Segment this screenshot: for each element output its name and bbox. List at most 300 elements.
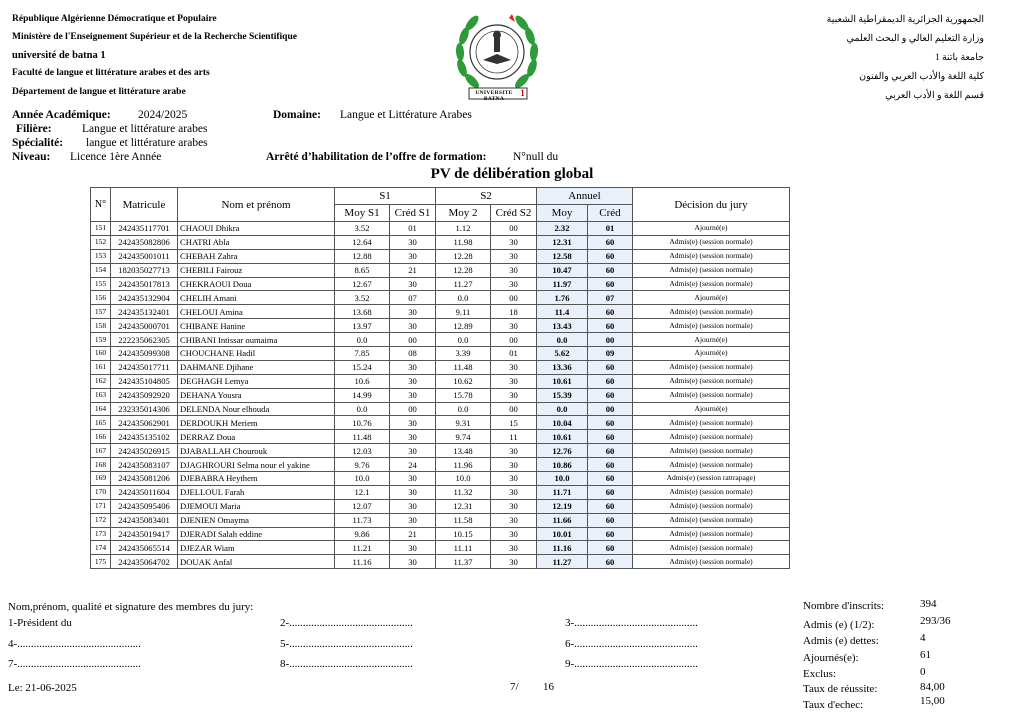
table-row: [91, 555, 790, 569]
cell-cred-s2: 18: [491, 305, 537, 319]
cell-matricule: 242435011604: [111, 485, 178, 499]
cell-nom: CHATRI Abla: [178, 235, 335, 249]
cell-nom: CHEKRAOUI Doua: [178, 277, 335, 291]
niveau-label: Niveau:: [12, 151, 51, 163]
cell-cred-s2: 00: [491, 402, 537, 416]
cell-matricule: 242435017711: [111, 360, 178, 374]
footer-page: 7/: [510, 681, 519, 693]
cell-num: 166: [91, 430, 111, 444]
table-row: [91, 430, 790, 444]
cell-decision: Admis(e) (session normale): [633, 513, 790, 527]
cell-cred-s2: 30: [491, 485, 537, 499]
cell-moy: 10.61: [537, 374, 588, 388]
cell-nom: DEGHAGH Lemya: [178, 374, 335, 388]
header-right-faculty: كلية اللغة والأدب العربي والفنون: [859, 72, 984, 82]
cell-moy-s1: 11.21: [335, 541, 390, 555]
jury-member-6: 6-.............................................: [565, 638, 698, 650]
cell-cred-s1: 30: [390, 541, 436, 555]
cell-moy-s1: 14.99: [335, 388, 390, 402]
cell-cred-s1: 24: [390, 458, 436, 472]
seal-caption: UNIVERSITE BATNA: [475, 90, 513, 102]
cell-cred: 60: [588, 472, 633, 486]
cell-moy-s2: 11.96: [436, 458, 491, 472]
cell-nom: CHEBAH Zahra: [178, 249, 335, 263]
cell-moy-s2: 11.58: [436, 513, 491, 527]
jury-member-4: 4-.............................................: [8, 638, 141, 650]
cell-moy: 0.0: [537, 402, 588, 416]
header-cred-s1: Créd S1: [390, 205, 436, 222]
cell-decision: Admis(e) (session normale): [633, 458, 790, 472]
cell-decision: Ajourné(e): [633, 222, 790, 236]
cell-cred-s1: 30: [390, 249, 436, 263]
header-moy-s1: Moy S1: [335, 205, 390, 222]
cell-moy-s2: 13.48: [436, 444, 491, 458]
table-row: [91, 277, 790, 291]
cell-moy: 13.36: [537, 360, 588, 374]
cell-moy-s1: 13.97: [335, 319, 390, 333]
cell-decision: Ajourné(e): [633, 333, 790, 347]
cell-cred-s1: 30: [390, 472, 436, 486]
cell-decision: Admis(e) (session normale): [633, 444, 790, 458]
cell-num: 162: [91, 374, 111, 388]
cell-matricule: 242435083401: [111, 513, 178, 527]
cell-moy-s2: 12.89: [436, 319, 491, 333]
cell-decision: Admis(e) (session normale): [633, 555, 790, 569]
header-cred: Créd: [588, 205, 633, 222]
cell-cred: 00: [588, 333, 633, 347]
cell-cred: 60: [588, 458, 633, 472]
cell-num: 161: [91, 360, 111, 374]
jury-member-9: 9-.............................................: [565, 658, 698, 670]
cell-moy: 11.27: [537, 555, 588, 569]
cell-matricule: 242435132904: [111, 291, 178, 305]
cell-nom: DJELLOUL Farah: [178, 485, 335, 499]
university-seal-icon: [452, 6, 542, 102]
cell-moy-s1: 10.76: [335, 416, 390, 430]
cell-nom: DEHANA Yousra: [178, 388, 335, 402]
cell-cred-s2: 30: [491, 249, 537, 263]
cell-nom: DAHMANE Djihane: [178, 360, 335, 374]
cell-cred-s2: 30: [491, 444, 537, 458]
cell-nom: CHIBANE Hanine: [178, 319, 335, 333]
table-row: [91, 513, 790, 527]
cell-cred-s2: 30: [491, 374, 537, 388]
header-decision: Décision du jury: [633, 188, 790, 222]
cell-num: 173: [91, 527, 111, 541]
cell-cred-s2: 30: [491, 458, 537, 472]
cell-moy-s1: 12.1: [335, 485, 390, 499]
table-row: [91, 235, 790, 249]
cell-moy: 10.04: [537, 416, 588, 430]
cell-moy: 10.61: [537, 430, 588, 444]
cell-num: 167: [91, 444, 111, 458]
cell-matricule: 242435117701: [111, 222, 178, 236]
cell-moy-s1: 13.68: [335, 305, 390, 319]
jury-title: Nom,prénom, qualité et signature des membres du jury:: [8, 601, 254, 613]
annee-value: 2024/2025: [138, 109, 188, 121]
stat-label-admis: Admis (e) (1/2):: [803, 619, 875, 631]
cell-moy-s1: 11.73: [335, 513, 390, 527]
cell-moy-s2: 9.11: [436, 305, 491, 319]
cell-moy-s1: 12.88: [335, 249, 390, 263]
cell-cred-s2: 15: [491, 416, 537, 430]
cell-moy-s2: 11.48: [436, 360, 491, 374]
cell-num: 175: [91, 555, 111, 569]
cell-cred: 60: [588, 416, 633, 430]
annee-label: Année Académique:: [12, 109, 111, 121]
cell-decision: Admis(e) (session normale): [633, 527, 790, 541]
header-right-department: قسم اللغة و الأدب العربي: [885, 91, 984, 101]
cell-moy-s2: 0.0: [436, 333, 491, 347]
stat-value-reussite: 84,00: [920, 681, 945, 693]
cell-cred-s2: 00: [491, 333, 537, 347]
cell-cred: 01: [588, 222, 633, 236]
table-row: [91, 374, 790, 388]
cell-matricule: 242435026915: [111, 444, 178, 458]
cell-cred-s1: 08: [390, 347, 436, 361]
cell-nom: DJAGHROURI Selma nour el yakine: [178, 458, 335, 472]
cell-moy-s1: 15.24: [335, 360, 390, 374]
jury-member-3: 3-.............................................: [565, 617, 698, 629]
cell-moy: 2.32: [537, 222, 588, 236]
cell-nom: DJERADI Salah eddine: [178, 527, 335, 541]
table-row: [91, 485, 790, 499]
cell-cred-s2: 30: [491, 513, 537, 527]
cell-num: 169: [91, 472, 111, 486]
cell-decision: Admis(e) (session normale): [633, 499, 790, 513]
cell-nom: DERDOUKH Meriem: [178, 416, 335, 430]
cell-cred-s1: 30: [390, 305, 436, 319]
stat-value-ajournes: 61: [920, 649, 931, 661]
cell-decision: Admis(e) (session normale): [633, 277, 790, 291]
cell-decision: Admis(e) (session normale): [633, 263, 790, 277]
cell-cred-s2: 11: [491, 430, 537, 444]
table-row: [91, 458, 790, 472]
table-row: [91, 388, 790, 402]
cell-cred: 60: [588, 444, 633, 458]
cell-cred-s2: 30: [491, 555, 537, 569]
cell-matricule: 242435081206: [111, 472, 178, 486]
cell-moy: 11.97: [537, 277, 588, 291]
header-moy-s2: Moy 2: [436, 205, 491, 222]
header-right-ministry: وزارة التعليم العالي و البحث العلمي: [846, 34, 984, 44]
cell-cred-s2: 30: [491, 277, 537, 291]
cell-nom: DJEMOUI Maria: [178, 499, 335, 513]
cell-decision: Admis(e) (session normale): [633, 319, 790, 333]
cell-moy-s2: 9.74: [436, 430, 491, 444]
jury-member-2: 2-.............................................: [280, 617, 413, 629]
cell-moy-s2: 12.28: [436, 263, 491, 277]
table-row: [91, 291, 790, 305]
cell-moy: 12.58: [537, 249, 588, 263]
cell-cred: 60: [588, 319, 633, 333]
cell-moy-s2: 1.12: [436, 222, 491, 236]
cell-decision: Admis(e) (session normale): [633, 235, 790, 249]
cell-num: 164: [91, 402, 111, 416]
cell-moy-s1: 0.0: [335, 333, 390, 347]
cell-moy-s1: 12.67: [335, 277, 390, 291]
cell-nom: CHEBILI Fairouz: [178, 263, 335, 277]
cell-moy-s2: 10.62: [436, 374, 491, 388]
seal-number: 1: [520, 88, 525, 98]
cell-cred-s2: 01: [491, 347, 537, 361]
cell-moy-s2: 0.0: [436, 291, 491, 305]
cell-cred-s1: 30: [390, 416, 436, 430]
cell-cred: 60: [588, 527, 633, 541]
cell-nom: DJEBABRA Heythem: [178, 472, 335, 486]
header-right: [724, 14, 984, 103]
cell-cred: 60: [588, 305, 633, 319]
cell-cred-s1: 00: [390, 402, 436, 416]
cell-cred-s2: 30: [491, 388, 537, 402]
cell-nom: DJEZAR Wiam: [178, 541, 335, 555]
cell-decision: Admis(e) (session normale): [633, 430, 790, 444]
cell-cred: 60: [588, 235, 633, 249]
cell-num: 159: [91, 333, 111, 347]
domaine-value: Langue et Littérature Arabes: [340, 109, 472, 121]
cell-cred: 60: [588, 360, 633, 374]
cell-matricule: 222235062305: [111, 333, 178, 347]
cell-cred-s1: 30: [390, 360, 436, 374]
cell-matricule: 182035027713: [111, 263, 178, 277]
page-title: PV de délibération global: [430, 166, 594, 182]
cell-cred-s1: 30: [390, 555, 436, 569]
cell-cred: 09: [588, 347, 633, 361]
cell-moy-s2: 10.15: [436, 527, 491, 541]
cell-moy-s1: 0.0: [335, 402, 390, 416]
cell-cred-s1: 30: [390, 499, 436, 513]
cell-cred-s1: 00: [390, 333, 436, 347]
cell-cred-s2: 30: [491, 235, 537, 249]
cell-moy: 11.4: [537, 305, 588, 319]
cell-moy-s1: 3.52: [335, 222, 390, 236]
cell-matricule: 242435000701: [111, 319, 178, 333]
table-row: [91, 305, 790, 319]
cell-moy: 10.01: [537, 527, 588, 541]
cell-moy: 10.47: [537, 263, 588, 277]
cell-moy: 11.66: [537, 513, 588, 527]
cell-cred: 60: [588, 374, 633, 388]
cell-cred-s1: 30: [390, 444, 436, 458]
header-university: université de batna 1: [12, 50, 106, 61]
cell-nom: CHOUCHANE Hadil: [178, 347, 335, 361]
cell-moy-s1: 3.52: [335, 291, 390, 305]
stat-value-dettes: 4: [920, 632, 926, 644]
cell-num: 174: [91, 541, 111, 555]
cell-matricule: 242435095406: [111, 499, 178, 513]
specialite-value: langue et littérature arabes: [86, 137, 208, 149]
cell-moy-s2: 11.11: [436, 541, 491, 555]
table-row: [91, 527, 790, 541]
cell-matricule: 242435099308: [111, 347, 178, 361]
header-annuel: Annuel: [537, 188, 633, 205]
cell-num: 158: [91, 319, 111, 333]
cell-num: 151: [91, 222, 111, 236]
table-row: [91, 333, 790, 347]
cell-moy-s2: 11.98: [436, 235, 491, 249]
table-row: [91, 541, 790, 555]
cell-moy-s2: 11.32: [436, 485, 491, 499]
cell-moy-s1: 12.64: [335, 235, 390, 249]
header-right-university: جامعة باتنة 1: [934, 53, 984, 63]
footer-date: Le: 21-06-2025: [8, 682, 77, 694]
cell-moy: 12.19: [537, 499, 588, 513]
cell-cred-s1: 30: [390, 277, 436, 291]
stat-value-inscrits: 394: [920, 598, 937, 610]
table-row: [91, 499, 790, 513]
domaine-label: Domaine:: [273, 109, 321, 121]
cell-cred-s1: 30: [390, 319, 436, 333]
table-row: [91, 319, 790, 333]
cell-cred: 60: [588, 485, 633, 499]
cell-cred-s1: 30: [390, 374, 436, 388]
cell-cred: 00: [588, 402, 633, 416]
cell-moy-s1: 11.48: [335, 430, 390, 444]
cell-moy-s1: 9.86: [335, 527, 390, 541]
cell-nom: CHELOUI Amina: [178, 305, 335, 319]
header-right-republic: الجمهورية الجزائرية الديمقراطية الشعبية: [826, 15, 984, 25]
filiere-label: Filière:: [16, 123, 52, 135]
cell-nom: CHIBANI Intissar oumaima: [178, 333, 335, 347]
cell-matricule: 242435065514: [111, 541, 178, 555]
cell-num: 154: [91, 263, 111, 277]
cell-cred-s2: 30: [491, 472, 537, 486]
cell-num: 153: [91, 249, 111, 263]
cell-decision: Admis(e) (session rattrapage): [633, 472, 790, 486]
cell-decision: Ajourné(e): [633, 402, 790, 416]
jury-member-5: 5-.............................................: [280, 638, 413, 650]
cell-moy-s1: 10.6: [335, 374, 390, 388]
cell-nom: DJABALLAH Chourouk: [178, 444, 335, 458]
header-s2: S2: [436, 188, 537, 205]
header-cred-s2: Créd S2: [491, 205, 537, 222]
cell-matricule: 232335014306: [111, 402, 178, 416]
cell-moy: 12.31: [537, 235, 588, 249]
cell-nom: DERRAZ Doua: [178, 430, 335, 444]
header-department: Département de langue et littérature arabe: [12, 87, 186, 97]
cell-cred: 60: [588, 513, 633, 527]
cell-cred-s1: 21: [390, 527, 436, 541]
cell-num: 155: [91, 277, 111, 291]
cell-num: 165: [91, 416, 111, 430]
stat-label-exclus: Exclus:: [803, 668, 836, 680]
cell-moy-s2: 11.37: [436, 555, 491, 569]
cell-cred: 60: [588, 541, 633, 555]
stat-value-echec: 15,00: [920, 695, 945, 707]
header-num: N°: [91, 188, 111, 222]
stat-label-inscrits: Nombre d'inscrits:: [803, 600, 885, 612]
cell-matricule: 242435104805: [111, 374, 178, 388]
cell-matricule: 242435135102: [111, 430, 178, 444]
cell-cred-s2: 00: [491, 291, 537, 305]
stat-value-admis: 293/36: [920, 615, 951, 627]
stat-label-reussite: Taux de réussite:: [803, 683, 878, 695]
stat-label-dettes: Admis (e) dettes:: [803, 635, 879, 647]
cell-moy-s1: 9.76: [335, 458, 390, 472]
specialite-label: Spécialité:: [12, 137, 64, 149]
cell-moy: 11.71: [537, 485, 588, 499]
cell-cred-s1: 21: [390, 263, 436, 277]
jury-member-1: 1-Président du: [8, 617, 72, 629]
cell-cred-s1: 30: [390, 235, 436, 249]
cell-moy-s2: 9.31: [436, 416, 491, 430]
cell-decision: Admis(e) (session normale): [633, 388, 790, 402]
table-row: [91, 416, 790, 430]
cell-cred: 60: [588, 499, 633, 513]
cell-moy: 5.62: [537, 347, 588, 361]
cell-moy-s2: 3.39: [436, 347, 491, 361]
cell-moy: 10.86: [537, 458, 588, 472]
cell-cred-s2: 30: [491, 360, 537, 374]
cell-matricule: 242435082806: [111, 235, 178, 249]
header-matricule: Matricule: [111, 188, 178, 222]
cell-cred: 60: [588, 555, 633, 569]
stat-value-exclus: 0: [920, 666, 926, 678]
cell-matricule: 242435019417: [111, 527, 178, 541]
footer-total: 16: [543, 681, 554, 693]
cell-matricule: 242435083107: [111, 458, 178, 472]
header-s1: S1: [335, 188, 436, 205]
cell-moy-s1: 11.16: [335, 555, 390, 569]
cell-matricule: 242435132401: [111, 305, 178, 319]
cell-cred: 60: [588, 430, 633, 444]
cell-cred-s2: 30: [491, 541, 537, 555]
cell-moy: 0.0: [537, 333, 588, 347]
cell-decision: Ajourné(e): [633, 347, 790, 361]
cell-cred-s1: 30: [390, 485, 436, 499]
cell-cred: 60: [588, 388, 633, 402]
cell-matricule: 242435017813: [111, 277, 178, 291]
table-row: [91, 222, 790, 236]
table-row: [91, 249, 790, 263]
cell-nom: DELENDA Nour elhouda: [178, 402, 335, 416]
cell-moy-s1: 10.0: [335, 472, 390, 486]
cell-cred-s2: 30: [491, 527, 537, 541]
cell-cred-s1: 30: [390, 388, 436, 402]
cell-decision: Ajourné(e): [633, 291, 790, 305]
cell-num: 171: [91, 499, 111, 513]
cell-cred-s2: 30: [491, 263, 537, 277]
table-row: [91, 347, 790, 361]
cell-decision: Admis(e) (session normale): [633, 416, 790, 430]
cell-num: 160: [91, 347, 111, 361]
cell-moy: 15.39: [537, 388, 588, 402]
cell-nom: CHAOUI Dhikra: [178, 222, 335, 236]
cell-cred-s2: 30: [491, 319, 537, 333]
cell-cred: 07: [588, 291, 633, 305]
header-faculty: Faculté de langue et littérature arabes et des arts: [12, 68, 210, 78]
table-row: [91, 263, 790, 277]
cell-cred-s2: 30: [491, 499, 537, 513]
cell-moy-s2: 15.78: [436, 388, 491, 402]
filiere-value: Langue et littérature arabes: [82, 123, 208, 135]
deliberation-table: [90, 187, 790, 569]
cell-moy-s2: 12.31: [436, 499, 491, 513]
jury-member-8: 8-.............................................: [280, 658, 413, 670]
cell-moy: 10.0: [537, 472, 588, 486]
cell-num: 152: [91, 235, 111, 249]
cell-cred: 60: [588, 277, 633, 291]
cell-moy-s2: 0.0: [436, 402, 491, 416]
cell-matricule: 242435092920: [111, 388, 178, 402]
cell-moy-s2: 10.0: [436, 472, 491, 486]
niveau-value: Licence 1ère Année: [70, 151, 162, 163]
cell-cred-s1: 07: [390, 291, 436, 305]
cell-num: 157: [91, 305, 111, 319]
cell-cred-s1: 01: [390, 222, 436, 236]
cell-moy: 13.43: [537, 319, 588, 333]
cell-nom: DJENIEN Omayma: [178, 513, 335, 527]
